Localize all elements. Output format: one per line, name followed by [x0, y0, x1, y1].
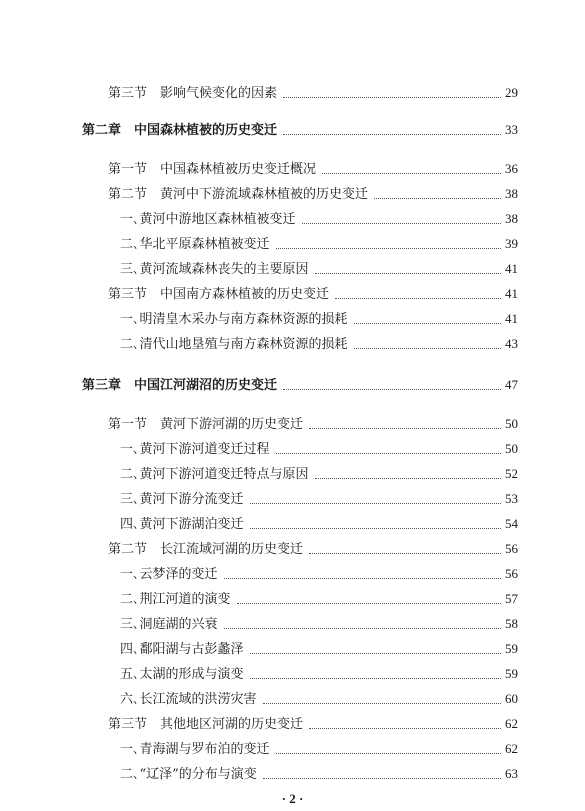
dot-leader — [315, 477, 501, 479]
toc-page-number: 58 — [505, 616, 518, 631]
toc-page-number: 38 — [505, 186, 518, 201]
dot-leader — [224, 627, 501, 629]
toc-item-row — [120, 515, 518, 534]
toc-entry-title: 第三节 中国南方森林植被的历史变迁 — [108, 287, 330, 302]
toc-entry-title: 三､洞庭湖的兴衰 — [120, 617, 218, 632]
toc-page-number: 41 — [505, 286, 518, 301]
toc-item-row — [120, 490, 518, 509]
toc-item-row — [120, 690, 518, 709]
toc-page-number: 47 — [505, 377, 518, 392]
toc-page-number: 52 — [505, 466, 518, 481]
toc-page-number: 41 — [505, 311, 518, 326]
dot-leader — [335, 297, 501, 299]
dot-leader — [354, 347, 501, 349]
toc-entry-title: 六､长江流域的洪涝灾害 — [120, 692, 257, 707]
toc-item-row — [120, 465, 518, 484]
toc-page-number: 54 — [505, 516, 518, 531]
toc-entry-title: 二､“辽泽”的分布与演变 — [120, 767, 257, 782]
toc-section-row — [108, 160, 518, 179]
toc-item-row — [120, 590, 518, 609]
toc-section-row — [108, 415, 518, 434]
toc-section-row — [108, 285, 518, 304]
dot-leader — [315, 272, 501, 274]
toc-entry-title: 五､太湖的形成与演变 — [120, 667, 244, 682]
dot-leader — [283, 96, 501, 98]
dot-leader — [263, 777, 501, 779]
dot-leader — [276, 752, 501, 754]
toc-page-number: 38 — [505, 211, 518, 226]
toc-page-number: 57 — [505, 591, 518, 606]
toc-page-number: 53 — [505, 491, 518, 506]
toc-page-number: 56 — [505, 541, 518, 556]
toc-page-number: 36 — [505, 161, 518, 176]
toc-entry-title: 四､鄱阳湖与古彭蠡泽 — [120, 642, 244, 657]
toc-chapter-row — [82, 376, 518, 395]
dot-leader — [302, 222, 501, 224]
toc-entry-title: 一､黄河中游地区森林植被变迁 — [120, 212, 296, 227]
toc-page-number: 50 — [505, 441, 518, 456]
toc-section-row — [108, 715, 518, 734]
toc-chapter-row — [82, 121, 518, 140]
dot-leader — [322, 172, 501, 174]
toc-page-number: 43 — [505, 336, 518, 351]
toc-page-number: 62 — [505, 741, 518, 756]
toc-item-row — [120, 210, 518, 229]
toc-item-row — [120, 260, 518, 279]
toc-item-row — [120, 640, 518, 659]
dot-leader — [283, 388, 501, 390]
toc-page-number: 39 — [505, 236, 518, 251]
toc-item-row — [120, 740, 518, 759]
toc-entry-title: 二､清代山地垦殖与南方森林资源的损耗 — [120, 337, 348, 352]
toc-item-row — [120, 615, 518, 634]
dot-leader — [237, 602, 501, 604]
toc-page-number: 50 — [505, 416, 518, 431]
toc-entry-title: 第三章 中国江河湖沼的历史变迁 — [82, 378, 278, 393]
toc-entry-title: 第一节 中国森林植被历史变迁概况 — [108, 162, 317, 177]
toc-page-number: 41 — [505, 261, 518, 276]
dot-leader — [309, 427, 501, 429]
dot-leader — [283, 133, 501, 135]
dot-leader — [276, 452, 501, 454]
toc-page-number: 59 — [505, 641, 518, 656]
toc-entry-title: 第二章 中国森林植被的历史变迁 — [82, 123, 278, 138]
toc-entry-title: 三､黄河流域森林丧失的主要原因 — [120, 262, 309, 277]
toc-entry-title: 一､云梦泽的变迁 — [120, 567, 218, 582]
dot-leader — [250, 652, 501, 654]
toc-item-row — [120, 565, 518, 584]
toc-item-row — [120, 310, 518, 329]
toc-entry-title: 二､荆江河道的演变 — [120, 592, 231, 607]
toc-item-row — [120, 235, 518, 254]
dot-leader — [224, 577, 501, 579]
toc-page-number: 33 — [505, 122, 518, 137]
toc-entry-title: 一､青海湖与罗布泊的变迁 — [120, 742, 270, 757]
page-number: · 2 · — [281, 791, 304, 806]
toc-page-number: 29 — [505, 85, 518, 100]
toc-page-number: 62 — [505, 716, 518, 731]
toc-page-number: 60 — [505, 691, 518, 706]
dot-leader — [276, 247, 501, 249]
dot-leader — [250, 502, 501, 504]
toc-page-number: 56 — [505, 566, 518, 581]
toc-entry-title: 第二节 长江流域河湖的历史变迁 — [108, 542, 304, 557]
toc-entry-title: 三､黄河下游分流变迁 — [120, 492, 244, 507]
dot-leader — [354, 322, 501, 324]
toc-section-row — [108, 84, 518, 103]
toc-entry-title: 第一节 黄河下游河湖的历史变迁 — [108, 417, 304, 432]
dot-leader — [309, 727, 501, 729]
toc-item-row — [120, 440, 518, 459]
dot-leader — [263, 702, 501, 704]
toc-entry-title: 二､华北平原森林植被变迁 — [120, 237, 270, 252]
toc-entry-title: 二､黄河下游河道变迁特点与原因 — [120, 467, 309, 482]
dot-leader — [250, 527, 501, 529]
toc-entry-title: 第二节 黄河中下游流域森林植被的历史变迁 — [108, 187, 369, 202]
toc-section-row — [108, 185, 518, 204]
toc-entry-title: 第三节 其他地区河湖的历史变迁 — [108, 717, 304, 732]
toc-section-row — [108, 540, 518, 559]
toc-page-number: 63 — [505, 766, 518, 781]
toc-item-row — [120, 335, 518, 354]
toc-entry-title: 一､黄河下游河道变迁过程 — [120, 442, 270, 457]
dot-leader — [374, 197, 501, 199]
toc-page-number: 59 — [505, 666, 518, 681]
dot-leader — [250, 677, 501, 679]
toc-item-row — [120, 765, 518, 784]
toc-item-row — [120, 665, 518, 684]
dot-leader — [309, 552, 501, 554]
toc-entry-title: 四､黄河下游湖泊变迁 — [120, 517, 244, 532]
toc-entry-title: 第三节 影响气候变化的因素 — [108, 86, 278, 101]
toc-entry-title: 一､明清皇木采办与南方森林资源的损耗 — [120, 312, 348, 327]
